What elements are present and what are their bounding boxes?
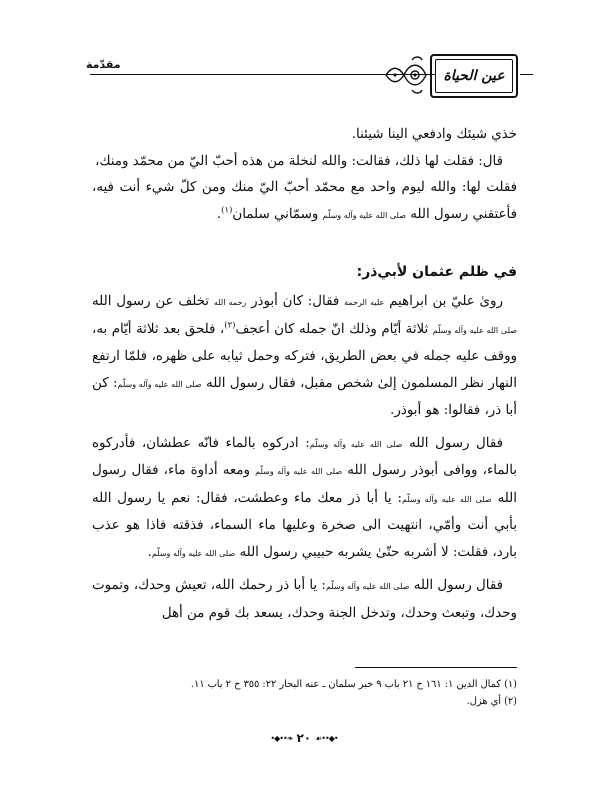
salawat-note: صلى الله عليه وآله وسلّم: [151, 548, 236, 558]
salawat-note: صلى الله عليه وآله وسلّم: [309, 439, 403, 449]
salawat-note: صلى الله عليه وآله وسلّم: [255, 467, 343, 476]
book-title: عين الحياة: [435, 59, 513, 93]
salawat-note: صلى الله عليه وآله وسلّم: [432, 325, 518, 335]
book-title-frame: [430, 54, 518, 98]
paragraph-5: [92, 431, 517, 568]
footnote-2: (٢) أي هزل.: [466, 696, 517, 707]
paragraph-4-text-d: ثلاثة أيّام وذلك انّ جمله كان أعجف: [235, 321, 429, 337]
page-body: [92, 122, 517, 627]
paragraph-5-text-c: ومعه أداوة ماء، فقال رسول الله: [92, 463, 517, 506]
chapter-label: مقدّمة: [86, 58, 121, 71]
paragraph-4-text-f: : كن أبا ذر، فقالوا: هو أبوذر.: [92, 375, 517, 418]
right-ornament-icon: ☙••◆•: [315, 733, 338, 743]
paragraph-4-text-b: فقال: كان أبوذر: [251, 294, 340, 309]
paragraph-5-text-d: : يا أبا ذر معك ماء وعطشت، فقال: نعم يا رسول الله بأبي أنت وأمّي، انتهيت الى صخرة وعليها ماء السماء، فذقته فاذا هو عذب بارد، فقلت: لا أشربه حتّىٰ يشربه حبيبي رسول الله: [92, 490, 517, 560]
paragraph-3-text-b: وسمّاني سلمان: [232, 206, 319, 222]
paragraph-1: خذي شيئك وادفعي الينا شيئنا.: [351, 127, 517, 142]
paragraph-5-text-e: .: [147, 544, 152, 560]
left-ornament-icon: •◆••❧: [270, 733, 293, 743]
salawat-note: صلى الله عليه وآله وسلّم: [117, 379, 202, 389]
salawat-note: صلى الله عليه وآله وسلّم: [402, 494, 492, 504]
page-number: ٢٠: [296, 731, 312, 745]
alayhi-rahma-note: عليه الرحمة: [344, 298, 385, 307]
paragraph-4-text-e: ، فلحق بعد ثلاثة أيّام به، ووقف عليه جمله في بعض الطريق، فتركه وحمل ثيابه على ظهره، فلمّا ارتفع النهار نظر المسلمون إلىٰ شخص مقبل، فقال رسول الله: [92, 321, 517, 391]
salawat-note: صلى الله عليه وآله وسلّم: [325, 582, 410, 591]
section-heading: في ظلم عثمان لأبي‌ذر:: [356, 264, 517, 280]
page-number-block: [254, 730, 354, 746]
paragraph-4: [92, 289, 517, 425]
paragraph-6-text-a: فقال رسول الله: [413, 578, 503, 593]
paragraph-5-text-b: : ادركوه بالماء فانّه عطشان، فأدركوه بالماء، ووافى أبوذر رسول الله: [92, 435, 518, 478]
floral-ornament-icon: [382, 54, 430, 96]
paragraph-4-text-c: تخلف عن رسول الله: [92, 294, 210, 309]
rahimahullah-note: رحمه الله: [213, 298, 247, 307]
salawat-note: صلى الله عليه وآله وسلّم: [322, 210, 406, 220]
paragraph-3-text-a: فقلت لها: والله ليوم واحد مع محمّد أحبّ اليّ منك ومن كلّ شيء أنت فيه، فأعتقني رسول الله: [92, 180, 517, 222]
page-header: [0, 0, 608, 110]
paragraph-4-text-a: روىٰ عليّ بن ابراهيم: [389, 294, 503, 309]
footnotes: [150, 676, 517, 710]
paragraph-2: قال: فقلت لها ذلك، فقالت: والله لنخلة من هذه أحبّ اليّ من محمّد ومنك،: [95, 153, 503, 169]
footnote-rule: [355, 667, 517, 668]
footnote-ref-1[interactable]: (١): [221, 205, 233, 216]
paragraph-6-text-b: : يا أبا ذر رحمك الله، تعيش وحدك، وتموت وحدك، وتبعث وحدك، وتدخل الجنة وحدك، يسعد بك قوم من أهل: [92, 578, 517, 621]
paragraph-3: فقلت لها: والله ليوم واحد مع محمّد أحبّ اليّ منك ومن كلّ شيء أنت فيه، فأعتقني رسول الله صلى الله عليه وآله وسلّم وسمّاني سلمان$^{(١)}$.: [92, 180, 517, 222]
paragraph-5-text-a: فقال رسول الله: [409, 435, 504, 451]
footnote-ref-2[interactable]: (٢): [224, 320, 236, 331]
paragraph-6: [92, 573, 517, 627]
footnote-1: (١) كمال الدين ١: ١٦١ ح ٢١ باب ٩ خبر سلمان ـ عنه البحار ٢٢: ٣٥٥ ح ٢ باب ١١.: [190, 679, 517, 690]
header-rule-right: [520, 74, 533, 75]
